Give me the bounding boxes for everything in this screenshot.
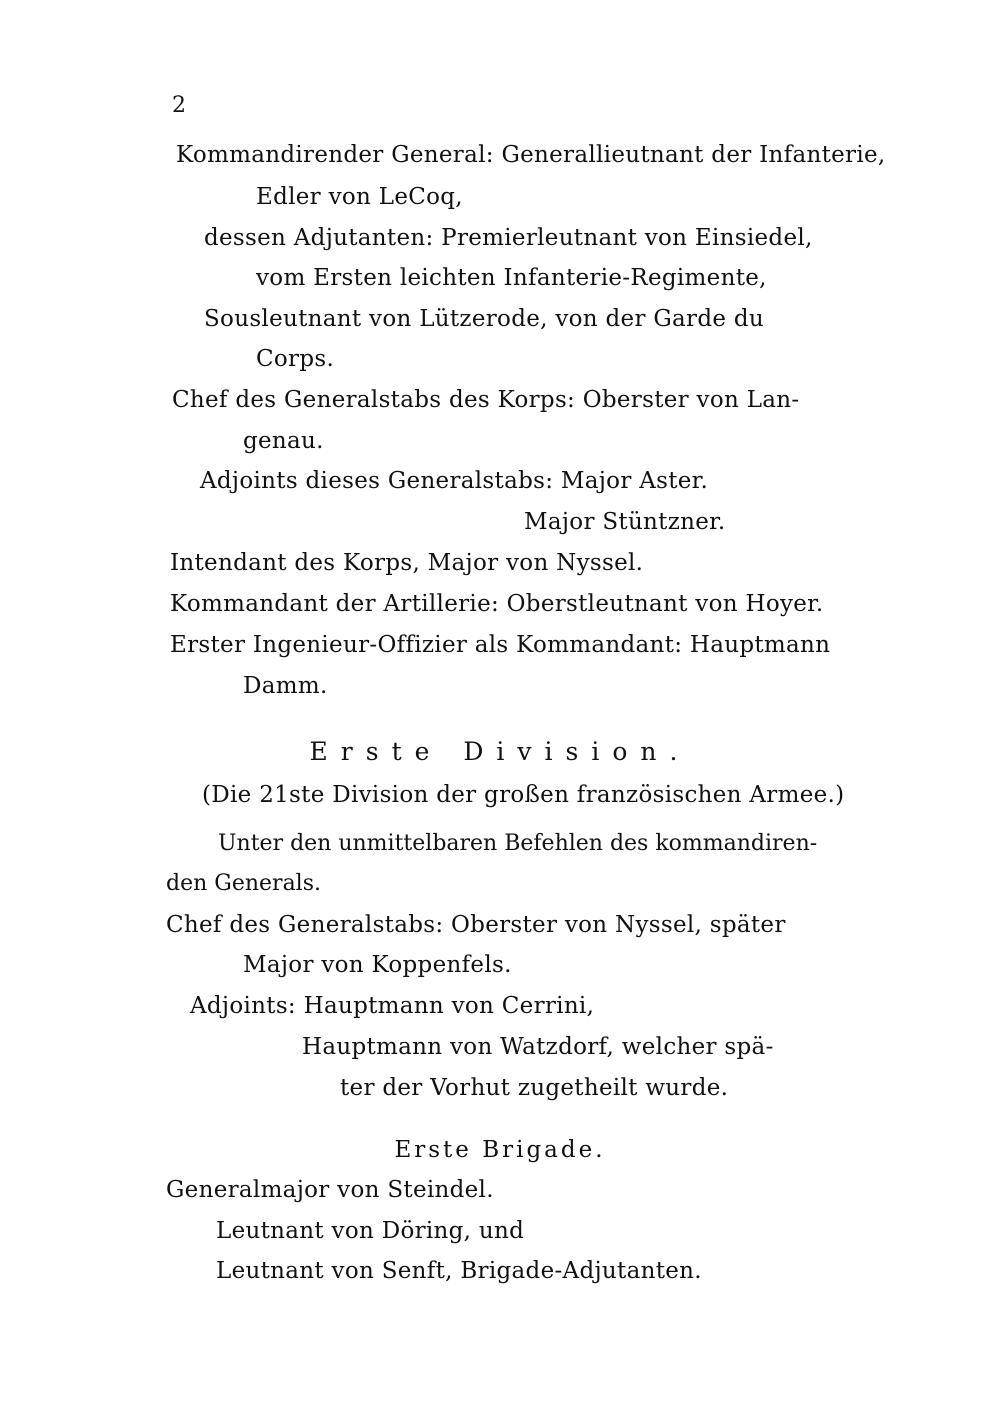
division-adjoints-line1: Adjoints: Hauptmann von Cerrini, xyxy=(190,993,595,1019)
chief-of-staff-line1: Chef des Generalstabs des Korps: Oberster von Lan- xyxy=(172,387,800,413)
artillery-line: Kommandant der Artillerie: Oberstleutnant von Hoyer. xyxy=(170,591,824,617)
commander-line xyxy=(176,140,886,170)
staff-adjoints-line1: Adjoints dieses Generalstabs: Major Aster. xyxy=(200,468,709,494)
adjutant-first-unit: vom Ersten leichten Infanterie-Regimente, xyxy=(256,265,767,291)
brigade-adjutant2: Leutnant von Senft, Brigade-Adjutanten. xyxy=(216,1258,702,1284)
brigade-heading: Erste Brigade. xyxy=(394,1137,606,1163)
page-number: 2 xyxy=(172,93,186,118)
intendant-line: Intendant des Korps, Major von Nyssel. xyxy=(170,550,644,576)
commander-role: Kommandirender General: xyxy=(176,142,494,168)
division-chief-line1: Chef des Generalstabs: Oberster von Nyssel, später xyxy=(166,912,786,938)
engineer-line1: Erster Ingenieur-Offizier als Kommandant: Hauptmann xyxy=(170,632,831,658)
division-subtitle: (Die 21ste Division der großen französischen Armee.) xyxy=(202,782,845,808)
adjutant-first: Premierleutnant von Einsiedel, xyxy=(441,225,813,251)
adjutants-line xyxy=(204,223,813,253)
division-para-line2: den Generals. xyxy=(166,871,321,896)
staff-adjoints-line2: Major Stüntzner. xyxy=(524,509,726,535)
division-heading: Erste Division. xyxy=(309,737,691,766)
brigade-adjutant1: Leutnant von Döring, und xyxy=(216,1218,525,1244)
division-para-line1: Unter den unmittelbaren Befehlen des kommandiren- xyxy=(218,831,818,856)
brigade-general: Generalmajor von Steindel. xyxy=(166,1177,494,1203)
chief-of-staff-line2: genau. xyxy=(243,428,324,454)
adjutant-second: Sousleutnant von Lützerode, von der Garde du xyxy=(204,306,765,332)
division-adjoints-line3: ter der Vorhut zugetheilt wurde. xyxy=(340,1075,729,1101)
division-chief-line2: Major von Koppenfels. xyxy=(243,952,512,978)
commander-name: Edler von LeCoq, xyxy=(256,184,463,210)
commander-rank: Generallieutnant der Infanterie, xyxy=(501,142,886,168)
division-adjoints-line2: Hauptmann von Watzdorf, welcher spä- xyxy=(302,1034,774,1060)
adjutants-label: dessen Adjutanten: xyxy=(204,225,434,251)
adjutant-second-cont: Corps. xyxy=(256,346,335,372)
engineer-line2: Damm. xyxy=(243,673,328,699)
